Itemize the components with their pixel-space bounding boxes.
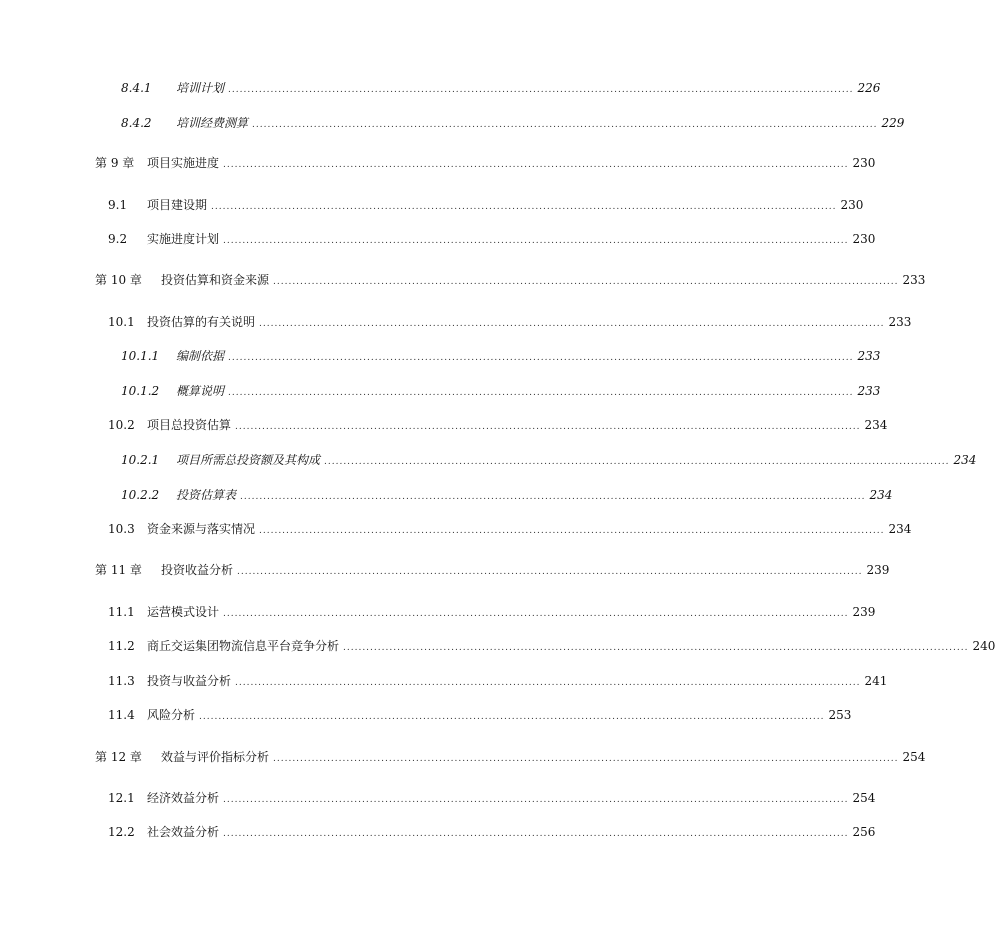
- toc-entry-10-1-2[interactable]: [121, 381, 881, 401]
- toc-entry-title: 编制依据: [176, 349, 225, 363]
- toc-entry-title: 项目所需总投资额及其构成: [176, 453, 321, 467]
- dot-leader: ..................................................................................................................................................................: [211, 202, 837, 212]
- toc-entry-10-3[interactable]: [108, 519, 912, 539]
- dot-leader: ..................................................................................................................................................................: [235, 422, 861, 432]
- toc-entry-title: 资金来源与落实情况: [147, 522, 256, 536]
- dot-leader: ..................................................................................................................................................................: [252, 120, 878, 130]
- toc-entry-number: 11.4: [108, 708, 135, 722]
- toc-entry-title: 商丘交运集团物流信息平台竞争分析: [147, 639, 340, 653]
- toc-entry-title: 风险分析: [147, 708, 196, 722]
- dot-leader: ..................................................................................................................................................................: [273, 754, 899, 764]
- toc-entry-page: 233: [857, 349, 881, 363]
- toc-entry-title: 培训经费测算: [176, 116, 249, 130]
- toc-entry-number: 第 11 章: [95, 563, 142, 577]
- toc-entry-12-2[interactable]: [108, 822, 876, 842]
- toc-entry-title: 投资估算的有关说明: [147, 315, 256, 329]
- toc-entry-11-4[interactable]: [108, 705, 852, 725]
- toc-entry-page: 233: [902, 273, 926, 287]
- toc-entry-number: 12.2: [108, 825, 135, 839]
- toc-entry-12-1[interactable]: [108, 788, 876, 808]
- toc-entry-title: 投资与收益分析: [147, 674, 232, 688]
- dot-leader: ..................................................................................................................................................................: [237, 567, 863, 577]
- toc-entry-page: 256: [852, 825, 876, 839]
- toc-entry-page: 234: [953, 453, 977, 467]
- toc-entry-page: 239: [866, 563, 890, 577]
- dot-leader: ..................................................................................................................................................................: [223, 795, 849, 805]
- toc-entry-number: 8.4.2: [121, 116, 152, 130]
- toc-entry-title: 投资收益分析: [161, 563, 234, 577]
- dot-leader: ..................................................................................................................................................................: [223, 829, 849, 839]
- toc-entry-number: 8.4.1: [121, 81, 152, 95]
- toc-entry-number: 9.1: [108, 198, 128, 212]
- toc-entry-title: 投资估算表: [176, 488, 237, 502]
- toc-entry-number: 10.2.2: [121, 488, 160, 502]
- dot-leader: ..................................................................................................................................................................: [228, 388, 854, 398]
- toc-entry-10-2-2[interactable]: [121, 485, 893, 505]
- toc-entry-number: 10.1.2: [121, 384, 160, 398]
- toc-entry-9-1[interactable]: [108, 195, 864, 215]
- toc-entry-10-2[interactable]: [108, 415, 888, 435]
- toc-entry-number: 10.3: [108, 522, 135, 536]
- toc-entry-title: 概算说明: [176, 384, 225, 398]
- dot-leader: ..................................................................................................................................................................: [235, 678, 861, 688]
- dot-leader: ..................................................................................................................................................................: [223, 609, 849, 619]
- toc-entry-page: 253: [828, 708, 852, 722]
- toc-entry-page: 230: [852, 232, 876, 246]
- toc-entry-10-2-1[interactable]: [121, 450, 977, 470]
- dot-leader: ..................................................................................................................................................................: [343, 643, 969, 653]
- toc-entry-page: 233: [888, 315, 912, 329]
- toc-entry-chapter-10[interactable]: [95, 270, 926, 290]
- toc-entry-page: 226: [857, 81, 881, 95]
- dot-leader: ..................................................................................................................................................................: [199, 712, 825, 722]
- toc-entry-11-1[interactable]: [108, 602, 876, 622]
- toc-entry-number: 10.2.1: [121, 453, 160, 467]
- dot-leader: ..................................................................................................................................................................: [259, 319, 885, 329]
- dot-leader: ..................................................................................................................................................................: [228, 353, 854, 363]
- toc-entry-page: 239: [852, 605, 876, 619]
- toc-entry-chapter-11[interactable]: [95, 560, 890, 580]
- dot-leader: ..................................................................................................................................................................: [240, 492, 866, 502]
- toc-entry-number: 第 9 章: [95, 156, 135, 170]
- toc-entry-page: 229: [881, 116, 905, 130]
- toc-entry-page: 240: [972, 639, 995, 653]
- toc-entry-number: 11.2: [108, 639, 135, 653]
- toc-entry-page: 241: [864, 674, 888, 688]
- toc-entry-title: 投资估算和资金来源: [161, 273, 270, 287]
- dot-leader: ..................................................................................................................................................................: [223, 236, 849, 246]
- dot-leader: ..................................................................................................................................................................: [259, 526, 885, 536]
- toc-entry-8-4-2[interactable]: [121, 113, 905, 133]
- dot-leader: ..................................................................................................................................................................: [223, 160, 849, 170]
- toc-entry-title: 项目实施进度: [147, 156, 220, 170]
- toc-entry-title: 经济效益分析: [147, 791, 220, 805]
- toc-entry-number: 10.2: [108, 418, 135, 432]
- toc-entry-page: 254: [852, 791, 876, 805]
- dot-leader: ..................................................................................................................................................................: [324, 457, 950, 467]
- toc-entry-page: 234: [864, 418, 888, 432]
- toc-entry-10-1-1[interactable]: [121, 346, 881, 366]
- toc-entry-page: 230: [840, 198, 864, 212]
- toc-entry-title: 实施进度计划: [147, 232, 220, 246]
- toc-entry-number: 第 12 章: [95, 750, 142, 764]
- toc-entry-chapter-9[interactable]: [95, 153, 876, 173]
- toc-entry-number: 12.1: [108, 791, 135, 805]
- toc-entry-title: 社会效益分析: [147, 825, 220, 839]
- toc-entry-page: 234: [888, 522, 912, 536]
- dot-leader: ..................................................................................................................................................................: [228, 85, 854, 95]
- toc-entry-page: 230: [852, 156, 876, 170]
- toc-entry-number: 11.1: [108, 605, 135, 619]
- toc-entry-number: 11.3: [108, 674, 135, 688]
- toc-entry-number: 第 10 章: [95, 273, 142, 287]
- toc-entry-number: 10.1: [108, 315, 135, 329]
- toc-entry-10-1[interactable]: [108, 312, 912, 332]
- toc-entry-11-2[interactable]: [108, 636, 995, 656]
- toc-entry-chapter-12[interactable]: [95, 747, 926, 767]
- toc-entry-number: 10.1.1: [121, 349, 160, 363]
- toc-entry-11-3[interactable]: [108, 671, 888, 691]
- dot-leader: ..................................................................................................................................................................: [273, 277, 899, 287]
- toc-entry-title: 项目建设期: [147, 198, 208, 212]
- toc-entry-title: 培训计划: [176, 81, 225, 95]
- toc-entry-8-4-1[interactable]: [121, 78, 881, 98]
- toc-entry-page: 254: [902, 750, 926, 764]
- toc-entry-title: 项目总投资估算: [147, 418, 232, 432]
- toc-entry-9-2[interactable]: [108, 229, 876, 249]
- toc-entry-title: 效益与评价指标分析: [161, 750, 270, 764]
- toc-entry-title: 运营模式设计: [147, 605, 220, 619]
- toc-entry-page: 233: [857, 384, 881, 398]
- toc-entry-page: 234: [869, 488, 893, 502]
- toc-entry-number: 9.2: [108, 232, 128, 246]
